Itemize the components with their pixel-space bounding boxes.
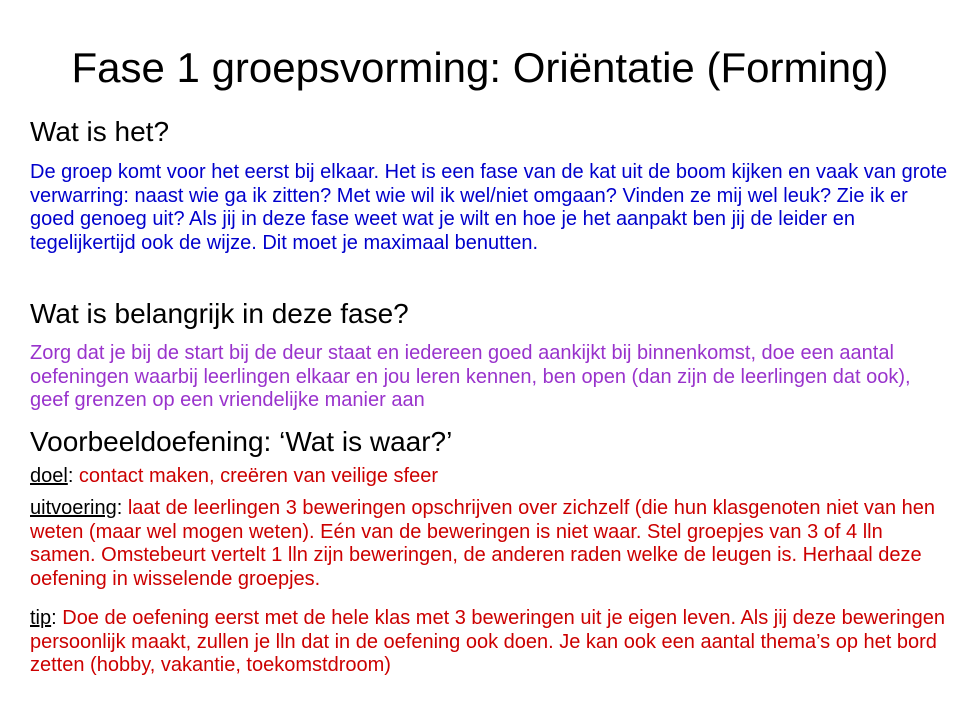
execution-text: laat de leerlingen 3 beweringen opschrijven over zichzelf (die hun klasgenoten niet van hen weten (maar wel mogen weten). Eén van de beweringen is niet waar. Stel groepjes van 3 of 4 lln samen. Omstebeurt vertelt 1 lln zijn beweringen, de anderen raden welke de leugen is. Herhaal deze oefening in wisselende groepjes.	[30, 497, 936, 590]
tip-term: tip	[30, 607, 52, 629]
tip-text: Doe de oefening eerst met de hele klas met 3 beweringen uit je eigen leven. Als jij deze beweringen persoonlijk maakt, zullen je lln dat in de oefening ook doen. Je kan ook een aantal thema’s op het bord zetten (hobby, vakantie, toekomstdroom)	[30, 607, 946, 676]
exercise-execution	[30, 497, 950, 591]
section-what-is-it	[30, 115, 950, 149]
section-what-is-important	[30, 297, 950, 331]
goal-colon: :	[67, 465, 74, 487]
section-example-exercise	[30, 425, 950, 459]
section-heading: Voorbeeldoefening: ‘Wat is waar?’	[30, 426, 453, 457]
tip-colon: :	[51, 607, 57, 629]
goal-text: contact maken, creëren van veilige sfeer	[73, 465, 439, 487]
slide-title: Fase 1 groepsvorming: Oriëntatie (Forming)	[71, 44, 889, 91]
section-what-is-important-text: Zorg dat je bij de start bij de deur staat en iedereen goed aankijkt bij binnenkomst, doe een aantal oefeningen waarbij leerlingen elkaar en jou leren kennen, ben open (dan zijn de leerlingen dat ook), geef grenzen op een vriendelijke manier aan	[30, 342, 911, 411]
execution-colon: :	[116, 497, 123, 519]
execution-term: uitvoering	[30, 497, 117, 519]
section-what-is-it-text: De groep komt voor het eerst bij elkaar. Het is een fase van de kat uit de boom kijken en vaak van grote verwarring: naast wie ga ik zitten? Met wie wil ik wel/niet omgaan? Vinden ze mij wel leuk? Zie ik er goed genoeg uit? Als jij in deze fase weet wat je wilt en hoe je het aanpakt ben jij de leider en tegelijkertijd ook de wijze. Dit moet je maximaal benutten.	[30, 161, 948, 254]
section-heading: Wat is belangrijk in deze fase?	[30, 298, 409, 329]
exercise-tip	[30, 607, 950, 678]
section-heading: Wat is het?	[30, 116, 170, 147]
goal-term: doel	[30, 465, 68, 487]
exercise-goal	[30, 465, 950, 489]
